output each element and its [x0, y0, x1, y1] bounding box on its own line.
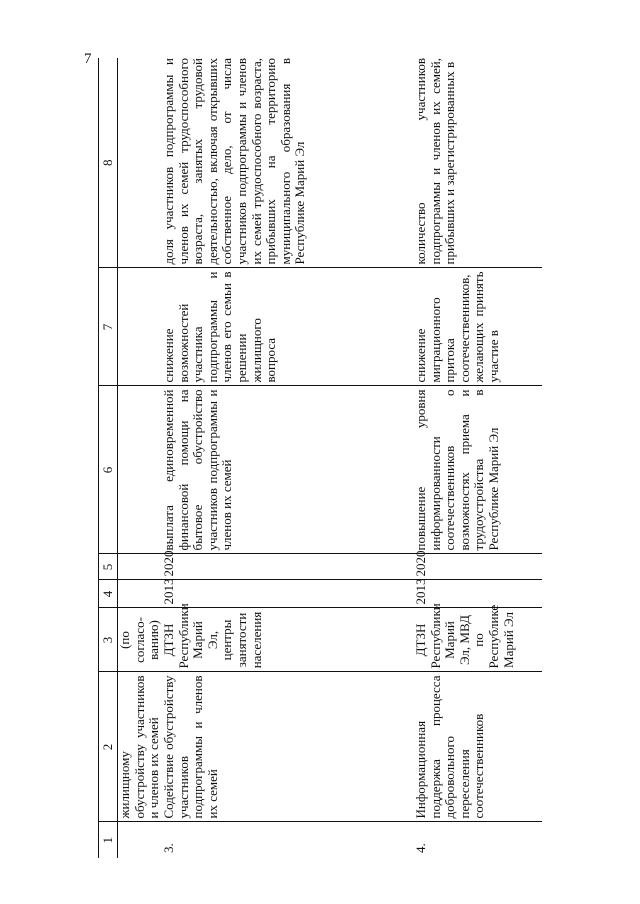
row-number: 4. — [413, 843, 428, 853]
row-end-year: 2020 — [414, 554, 542, 580]
continuation-indicator — [118, 58, 163, 268]
row-start-year: 2013 — [162, 580, 414, 608]
header-col-2: 2 — [99, 672, 118, 822]
row-start-year: 2013 — [414, 580, 542, 608]
row-risk: снижение миграционного притока соотечественников, желающих принять участие в — [414, 268, 542, 386]
header-row — [99, 58, 118, 858]
continuation-end — [118, 554, 163, 580]
continuation-executor-note: (по согласо-ванию) — [118, 608, 163, 672]
row-number: 3. — [161, 843, 176, 853]
continuation-description: жилищному обустройству участников и членов их семей — [118, 672, 163, 822]
program-table — [98, 58, 542, 858]
continuation-result — [118, 386, 163, 554]
row-indicator: доля участников подпрограммы и членов их семей трудоспособного возраста, занятых трудовой деятельностью, включая открывших собственное дело, от числа участников подпрограммы и членов их семей трудоспособного возраста, прибывших на территорию муниципального образования в Республике Марий Эл — [162, 58, 414, 268]
header-col-3: 3 — [99, 608, 118, 672]
page-number: 7 — [84, 51, 92, 67]
header-col-8: 8 — [99, 58, 118, 268]
row-indicator: количество участников подпрограммы и членов их семей, прибывших и зарегистрированных в — [414, 58, 542, 268]
row-executor: ДТЗН Республики Марий Эл, МВД по Республике Марий Эл — [414, 608, 542, 672]
header-col-5: 5 — [99, 554, 118, 580]
header-col-4: 4 — [99, 580, 118, 608]
continuation-num — [118, 822, 163, 858]
row-result: выплата единовременной финансовой помощи на бытовое обустройство участников подпрограммы и членов их семей — [162, 386, 414, 554]
rotated-table-sheet — [98, 58, 558, 858]
row-executor: ДТЗН Республики Марий Эл, центры занятости населения — [162, 608, 414, 672]
table-row — [414, 58, 542, 858]
header-col-1: 1 — [99, 822, 118, 858]
continuation-risk — [118, 268, 163, 386]
row-result: повышение уровня информированности соотечественников о возможностях приема и трудоустройства в Республике Марий Эл — [414, 386, 542, 554]
row-risk: снижение возможностей участника подпрограммы и членов его семьи в решении жилищного вопроса — [162, 268, 414, 386]
row-end-year: 2020 — [162, 554, 414, 580]
row-description: Информационная поддержка процесса добровольного переселения соотечественников — [414, 672, 542, 822]
header-col-6: 6 — [99, 386, 118, 554]
continuation-row — [118, 58, 163, 858]
row-description: Содействие обустройству участников подпрограммы и членов их семей — [162, 672, 414, 822]
table-row — [162, 58, 414, 858]
header-col-7: 7 — [99, 268, 118, 386]
continuation-start — [118, 580, 163, 608]
